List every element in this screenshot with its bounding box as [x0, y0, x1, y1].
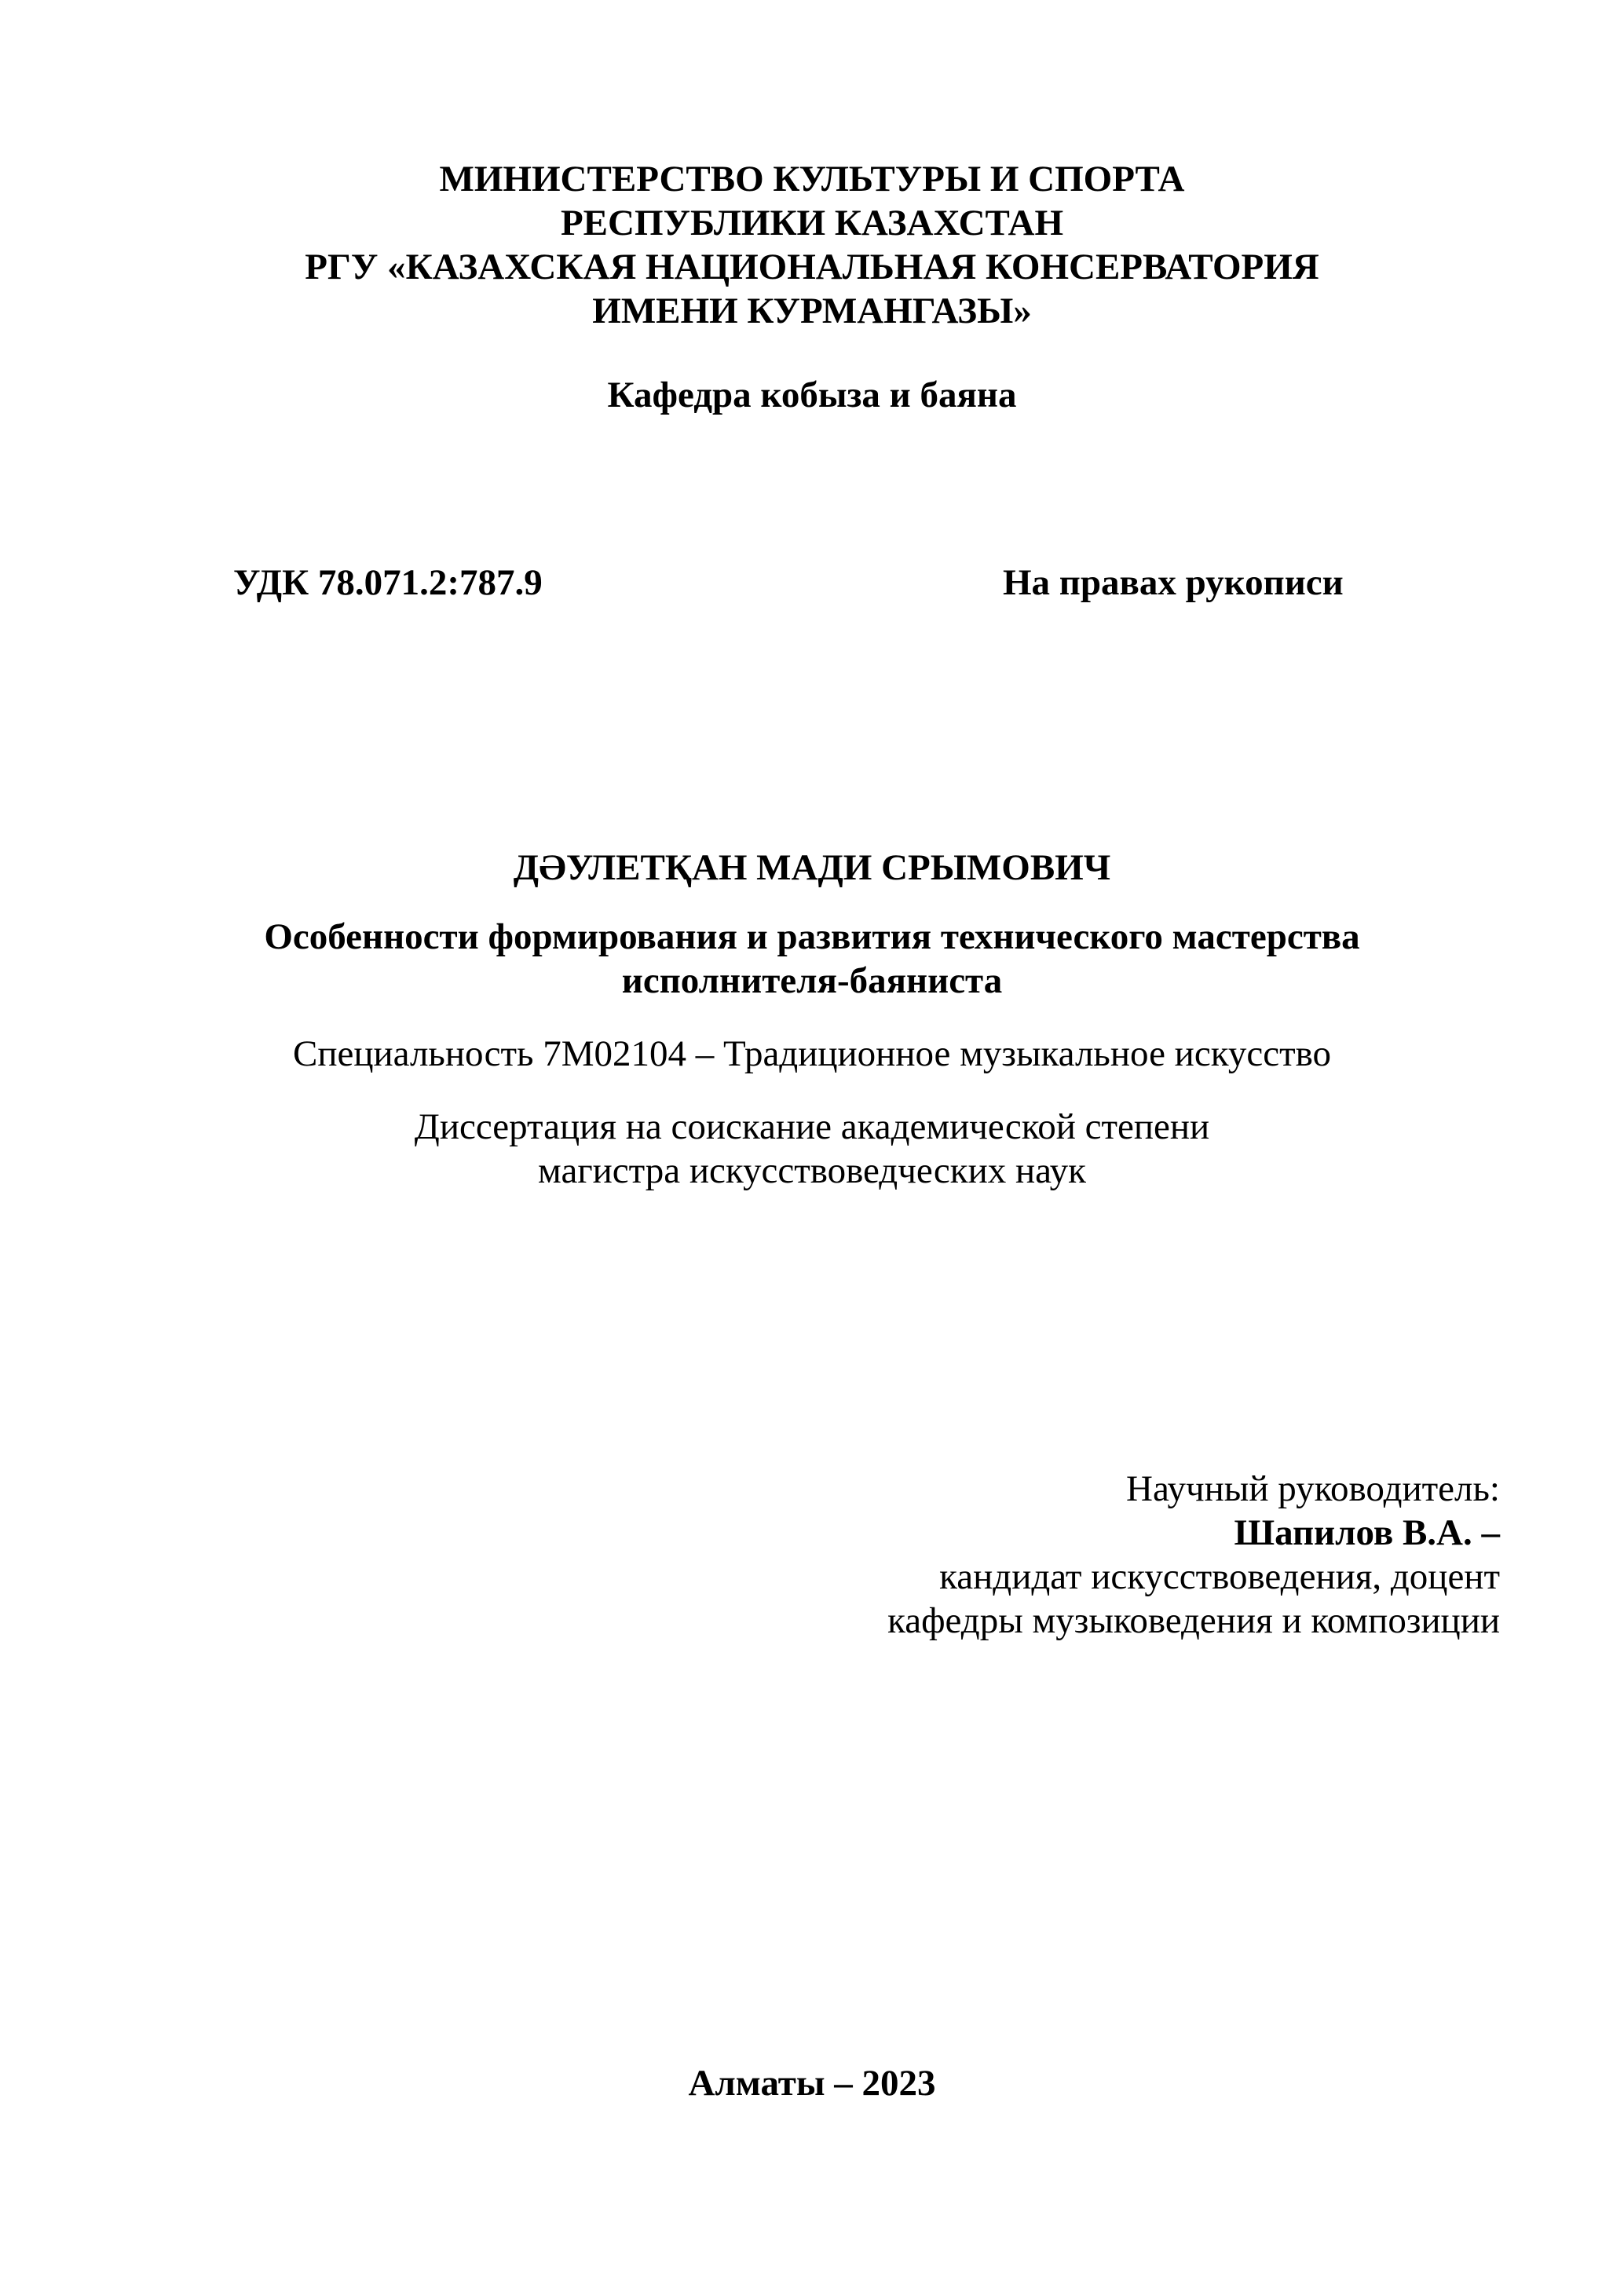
institution-line-2: ИМЕНИ КУРМАНГАЗЫ» — [592, 291, 1032, 331]
supervisor-title-line-1: кандидат искусствоведения, доцент — [939, 1556, 1500, 1597]
city-year: Алматы – 2023 — [688, 2063, 936, 2104]
specialty: Специальность 7М02104 – Традиционное музыкальное искусство — [293, 1033, 1331, 1074]
thesis-title-line-1: Особенности формирования и развития технического мастерства — [264, 916, 1360, 957]
supervisor-name: Шапилов В.А. – — [1234, 1512, 1500, 1553]
degree-line-1: Диссертация на соискание академической степени — [414, 1106, 1210, 1147]
manuscript-rights: На правах рукописи — [1003, 562, 1344, 603]
udk-code: УДК 78.071.2:787.9 — [233, 562, 543, 603]
institution-line-1: РГУ «КАЗАХСКАЯ НАЦИОНАЛЬНАЯ КОНСЕРВАТОРИЯ — [305, 247, 1319, 287]
thesis-title-line-2: исполнителя-баяниста — [621, 960, 1003, 1001]
ministry-line-1: МИНИСТЕРСТВО КУЛЬТУРЫ И СПОРТА — [439, 159, 1185, 199]
department-title: Кафедра кобыза и баяна — [607, 375, 1017, 415]
supervisor-title-line-2: кафедры музыковедения и композиции — [887, 1600, 1500, 1641]
author-name: ДӘУЛЕТҚАН МАДИ СРЫМОВИЧ — [513, 847, 1111, 888]
degree-line-2: магистра искусствоведческих наук — [538, 1150, 1086, 1191]
supervisor-block — [887, 1467, 1500, 1643]
supervisor-label: Научный руководитель: — [1126, 1468, 1500, 1509]
ministry-line-2: РЕСПУБЛИКИ КАЗАХСТАН — [560, 203, 1064, 243]
